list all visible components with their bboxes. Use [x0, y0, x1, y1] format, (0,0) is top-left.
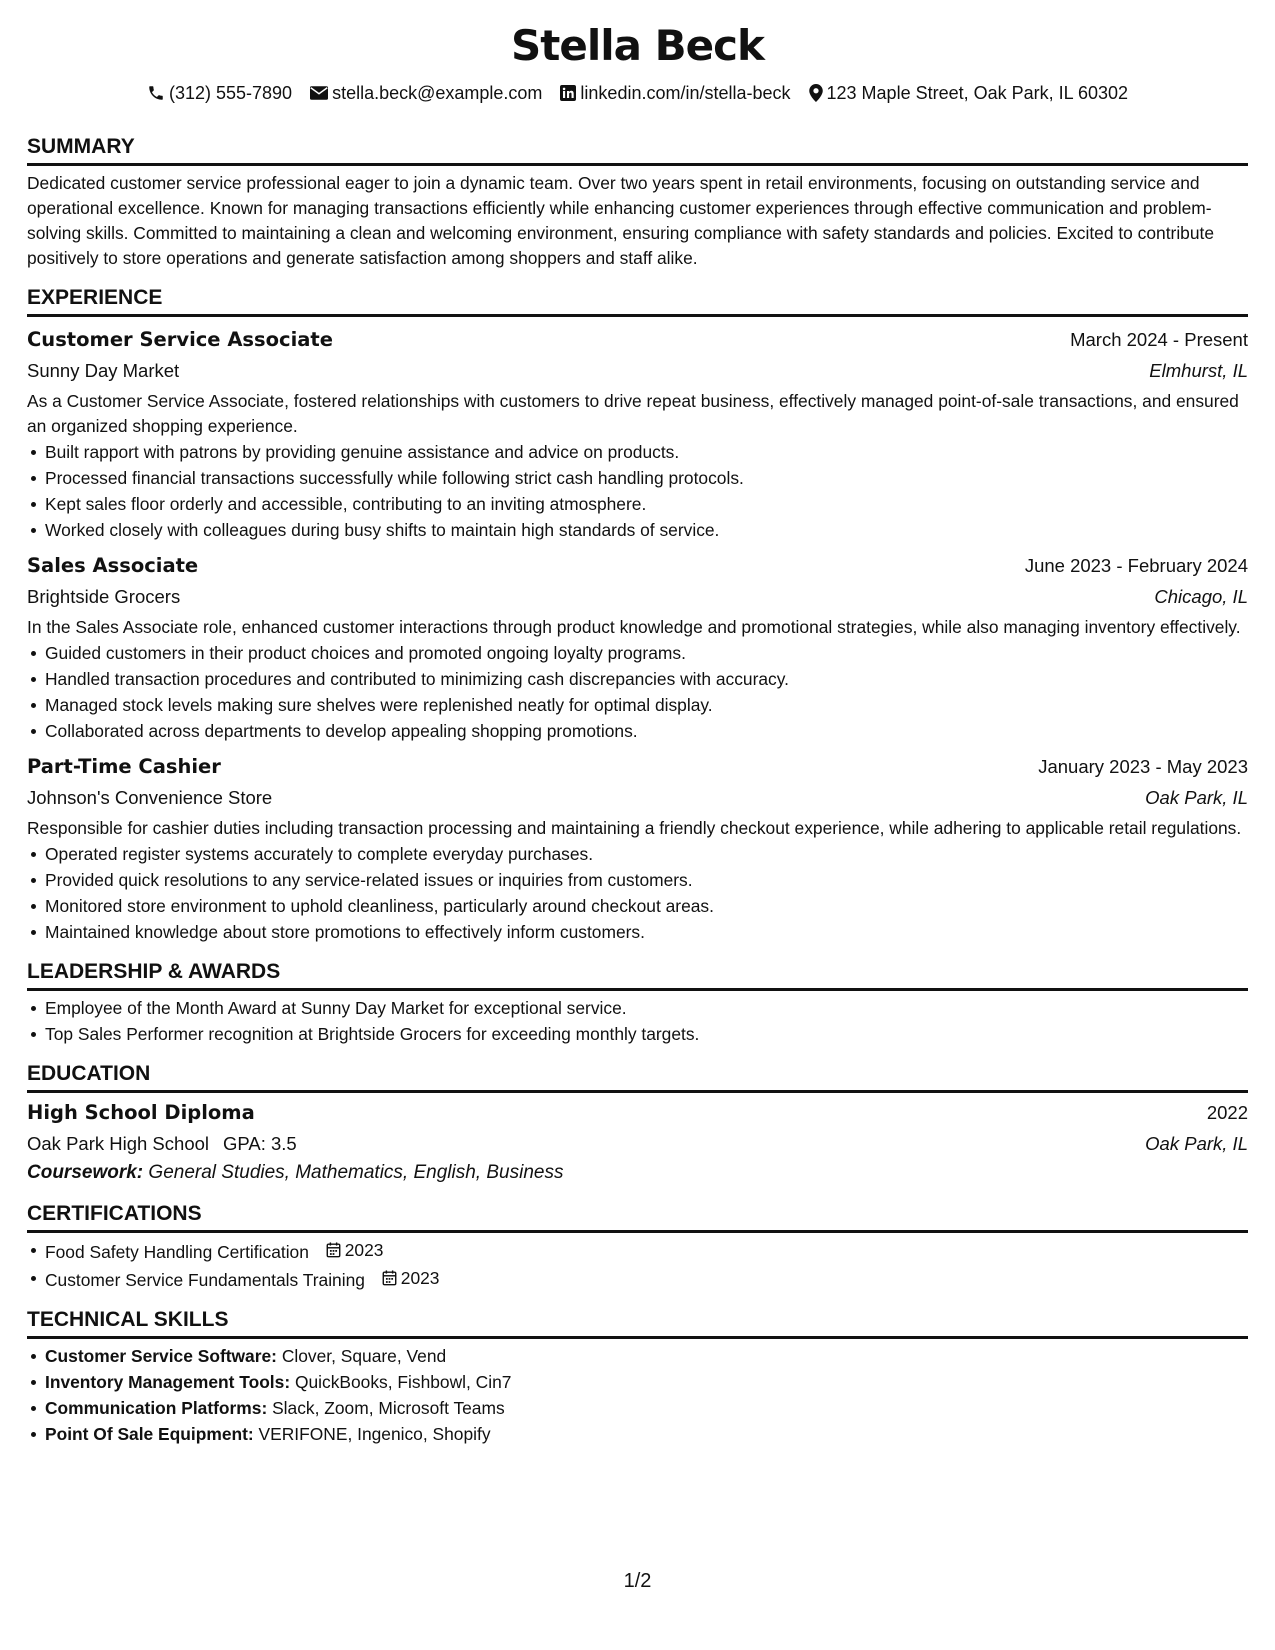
list-item: Top Sales Performer recognition at Brightside Grocers for exceeding monthly targets.	[45, 1021, 1248, 1047]
section-title-certifications: CERTIFICATIONS	[27, 1201, 1248, 1233]
list-item	[45, 1421, 1248, 1447]
certifications-list	[27, 1237, 1248, 1293]
contact-email[interactable]	[310, 83, 542, 104]
section-title-awards: LEADERSHIP & AWARDS	[27, 959, 1248, 991]
section-title-summary: SUMMARY	[27, 134, 1248, 166]
job-description: In the Sales Associate role, enhanced customer interactions through product knowledge and promotional strategies, while also managing inventory effectively.	[27, 617, 1241, 637]
awards-list	[27, 995, 1248, 1047]
job-entry	[27, 326, 1248, 543]
job-bullets	[27, 439, 1248, 543]
summary-section	[27, 134, 1248, 271]
skill-label: Communication Platforms:	[45, 1398, 268, 1418]
section-title-experience: EXPERIENCE	[27, 285, 1248, 317]
address-text: 123 Maple Street, Oak Park, IL 60302	[826, 82, 1129, 103]
skill-value: Clover, Square, Vend	[281, 1346, 447, 1366]
school-info	[27, 1130, 297, 1157]
section-title-education: EDUCATION	[27, 1061, 1248, 1093]
gpa-value: GPA: 3.5	[223, 1133, 297, 1154]
phone-text: (312) 555-7890	[168, 82, 293, 103]
list-item: Guided customers in their product choices and promoted ongoing loyalty programs.	[45, 640, 1248, 666]
certification-name: Customer Service Fundamentals Training	[45, 1270, 365, 1290]
email-text: stella.beck@example.com	[332, 82, 543, 103]
skill-value: Slack, Zoom, Microsoft Teams	[272, 1398, 505, 1418]
list-item: Kept sales floor orderly and accessible, contributing to an inviting atmosphere.	[45, 491, 1248, 517]
job-title: Sales Associate	[27, 554, 199, 577]
school-name: Oak Park High School	[27, 1133, 210, 1154]
job-entry	[27, 552, 1248, 744]
certification-date	[326, 1237, 384, 1263]
school-location: Oak Park, IL	[1145, 1133, 1248, 1154]
job-location: Elmhurst, IL	[1149, 360, 1248, 381]
section-title-skills: TECHNICAL SKILLS	[27, 1307, 1248, 1339]
certifications-section	[27, 1201, 1248, 1293]
summary-text: Dedicated customer service professional eager to join a dynamic team. Over two years spent in retail environments, focusing on outstanding service and operational excellence. Known for managing transactions efficiently while enhancing customer experiences through effective communication and problem-solving skills. Committed to maintaining a clean and welcoming environment, ensuring compliance with safety standards and policies. Excited to contribute positively to store operations and generate satisfaction among shoppers and staff alike.	[27, 173, 1215, 268]
contact-bar	[27, 80, 1248, 106]
job-title: Part-Time Cashier	[27, 755, 221, 778]
calendar-icon	[382, 1270, 397, 1286]
skill-value: VERIFONE, Ingenico, Shopify	[258, 1424, 491, 1444]
list-item: Collaborated across departments to develop appealing shopping promotions.	[45, 718, 1248, 744]
job-dates: June 2023 - February 2024	[1024, 555, 1248, 576]
skills-list	[27, 1343, 1248, 1447]
job-description: Responsible for cashier duties including transaction processing and maintaining a friendly checkout experience, while adhering to applicable retail regulations.	[27, 818, 1242, 838]
job-location: Chicago, IL	[1154, 586, 1248, 607]
education-section	[27, 1061, 1248, 1187]
calendar-icon	[326, 1242, 341, 1258]
certification-date	[382, 1265, 440, 1291]
phone-icon	[147, 84, 165, 102]
list-item: Handled transaction procedures and contributed to minimizing cash discrepancies with accuracy.	[45, 666, 1248, 692]
coursework	[27, 1159, 1248, 1187]
coursework-label: Coursework:	[27, 1162, 144, 1183]
contact-linkedin[interactable]	[560, 83, 790, 104]
page-number: 1/2	[623, 1570, 652, 1592]
candidate-name: Stella Beck	[511, 21, 764, 70]
experience-section	[27, 285, 1248, 945]
job-bullets	[27, 640, 1248, 744]
contact-address	[809, 83, 1129, 104]
list-item	[45, 1237, 1248, 1265]
skill-label: Inventory Management Tools:	[45, 1372, 291, 1392]
skill-label: Customer Service Software:	[45, 1346, 277, 1366]
list-item: Provided quick resolutions to any service-related issues or inquiries from customers.	[45, 867, 1248, 893]
job-bullets	[27, 841, 1248, 945]
graduation-year: 2022	[1206, 1102, 1248, 1123]
awards-section	[27, 959, 1248, 1047]
certification-year: 2023	[400, 1268, 440, 1288]
list-item	[45, 1369, 1248, 1395]
list-item: Maintained knowledge about store promotions to effectively inform customers.	[45, 919, 1248, 945]
list-item: Employee of the Month Award at Sunny Day Market for exceptional service.	[45, 995, 1248, 1021]
list-item	[45, 1343, 1248, 1369]
job-description: As a Customer Service Associate, fostered relationships with customers to drive repeat business, effectively managed point-of-sale transactions, and ensured an organized shopping experience.	[27, 391, 1239, 436]
list-item	[45, 1265, 1248, 1293]
linkedin-text: linkedin.com/in/stella-beck	[580, 82, 791, 103]
list-item: Built rapport with patrons by providing genuine assistance and advice on products.	[45, 439, 1248, 465]
skill-value: QuickBooks, Fishbowl, Cin7	[294, 1372, 512, 1392]
map-pin-icon	[809, 84, 823, 102]
job-company: Sunny Day Market	[27, 360, 180, 381]
job-dates: January 2023 - May 2023	[1038, 756, 1248, 777]
coursework-list: General Studies, Mathematics, English, Business	[148, 1162, 564, 1183]
certification-name: Food Safety Handling Certification	[45, 1242, 309, 1262]
skills-section	[27, 1307, 1248, 1447]
list-item: Monitored store environment to uphold cleanliness, particularly around checkout areas.	[45, 893, 1248, 919]
list-item: Operated register systems accurately to complete everyday purchases.	[45, 841, 1248, 867]
list-item: Worked closely with colleagues during busy shifts to maintain high standards of service.	[45, 517, 1248, 543]
job-location: Oak Park, IL	[1145, 787, 1248, 808]
list-item: Managed stock levels making sure shelves were replenished neatly for optimal display.	[45, 692, 1248, 718]
contact-phone[interactable]	[147, 83, 292, 104]
skill-label: Point Of Sale Equipment:	[45, 1424, 254, 1444]
job-dates: March 2024 - Present	[1070, 329, 1248, 350]
envelope-icon	[310, 86, 328, 100]
certification-year: 2023	[344, 1240, 384, 1260]
degree-title: High School Diploma	[27, 1101, 255, 1124]
job-title: Customer Service Associate	[27, 328, 333, 351]
list-item: Processed financial transactions successfully while following strict cash handling protocols.	[45, 465, 1248, 491]
job-company: Johnson's Convenience Store	[27, 787, 273, 808]
list-item	[45, 1395, 1248, 1421]
job-entry	[27, 753, 1248, 945]
linkedin-icon	[560, 85, 576, 101]
job-company: Brightside Grocers	[27, 586, 181, 607]
